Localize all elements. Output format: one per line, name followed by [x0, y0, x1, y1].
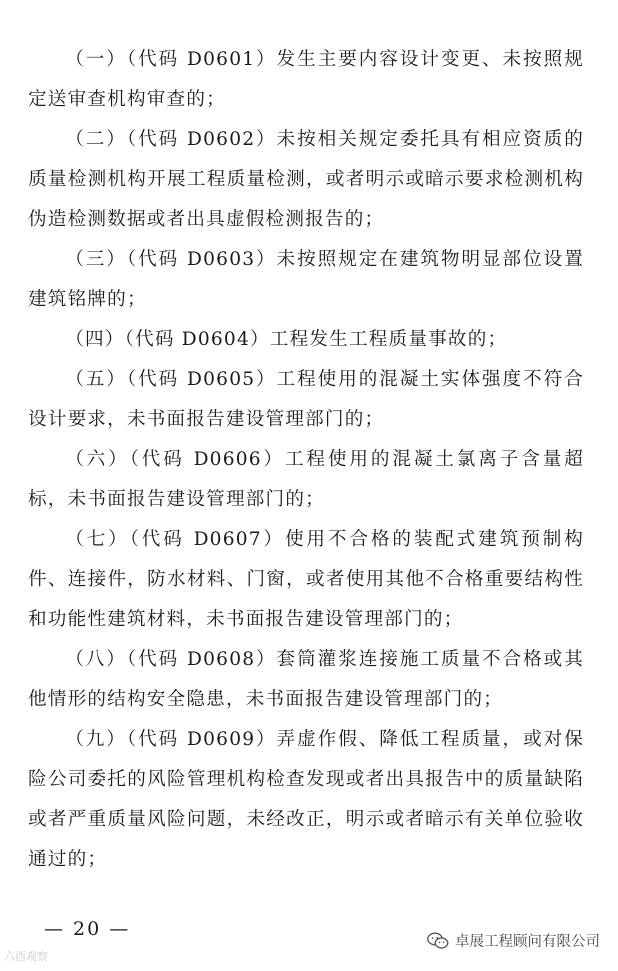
- clause-item-6: （六）（代码 D0606）工程使用的混凝土氯离子含量超标，未书面报告建设管理部门的；: [28, 449, 584, 510]
- brand-name: 卓展工程顾问有限公司: [455, 934, 600, 950]
- clause-item-2: （二）（代码 D0602）未按相关规定委托具有相应资质的质量检测机构开展工程质量检测，或者明示或暗示要求检测机构伪造检测数据或者出具虚假检测报告的；: [28, 129, 584, 230]
- clause-item-7: （七）（代码 D0607）使用不合格的装配式建筑预制构件、连接件，防水材料、门窗，或者使用其他不合格重要结构性和功能性建筑材料，未书面报告建设管理部门的；: [28, 529, 584, 630]
- clause-item-3: （三）（代码 D0603）未按照规定在建筑物明显部位设置建筑铭牌的；: [28, 249, 584, 310]
- clause-item-8: （八）（代码 D0608）套筒灌浆连接施工质量不合格或其他情形的结构安全隐患，未书面报告建设管理部门的；: [28, 649, 584, 710]
- page-number: — 20 —: [44, 918, 131, 940]
- clause-list: [28, 40, 584, 880]
- watermark-text: 六酉观察: [4, 950, 48, 963]
- clause-item-5: （五）（代码 D0605）工程使用的混凝土实体强度不符合设计要求，未书面报告建设管理部门的；: [28, 369, 584, 430]
- brand-badge: [427, 930, 600, 951]
- clause-item-4: （四）（代码 D0604）工程发生工程质量事故的；: [65, 329, 508, 350]
- clause-item-9: （九）（代码 D0609）弄虚作假、降低工程质量，或对保险公司委托的风险管理机构检查发现或者出具报告中的质量缺陷或者严重质量风险问题，未经改正，明示或者暗示有关单位验收通过的；: [28, 729, 584, 870]
- clause-item-1: （一）（代码 D0601）发生主要内容设计变更、未按照规定送审查机构审查的；: [28, 49, 584, 110]
- wechat-icon: [427, 932, 449, 950]
